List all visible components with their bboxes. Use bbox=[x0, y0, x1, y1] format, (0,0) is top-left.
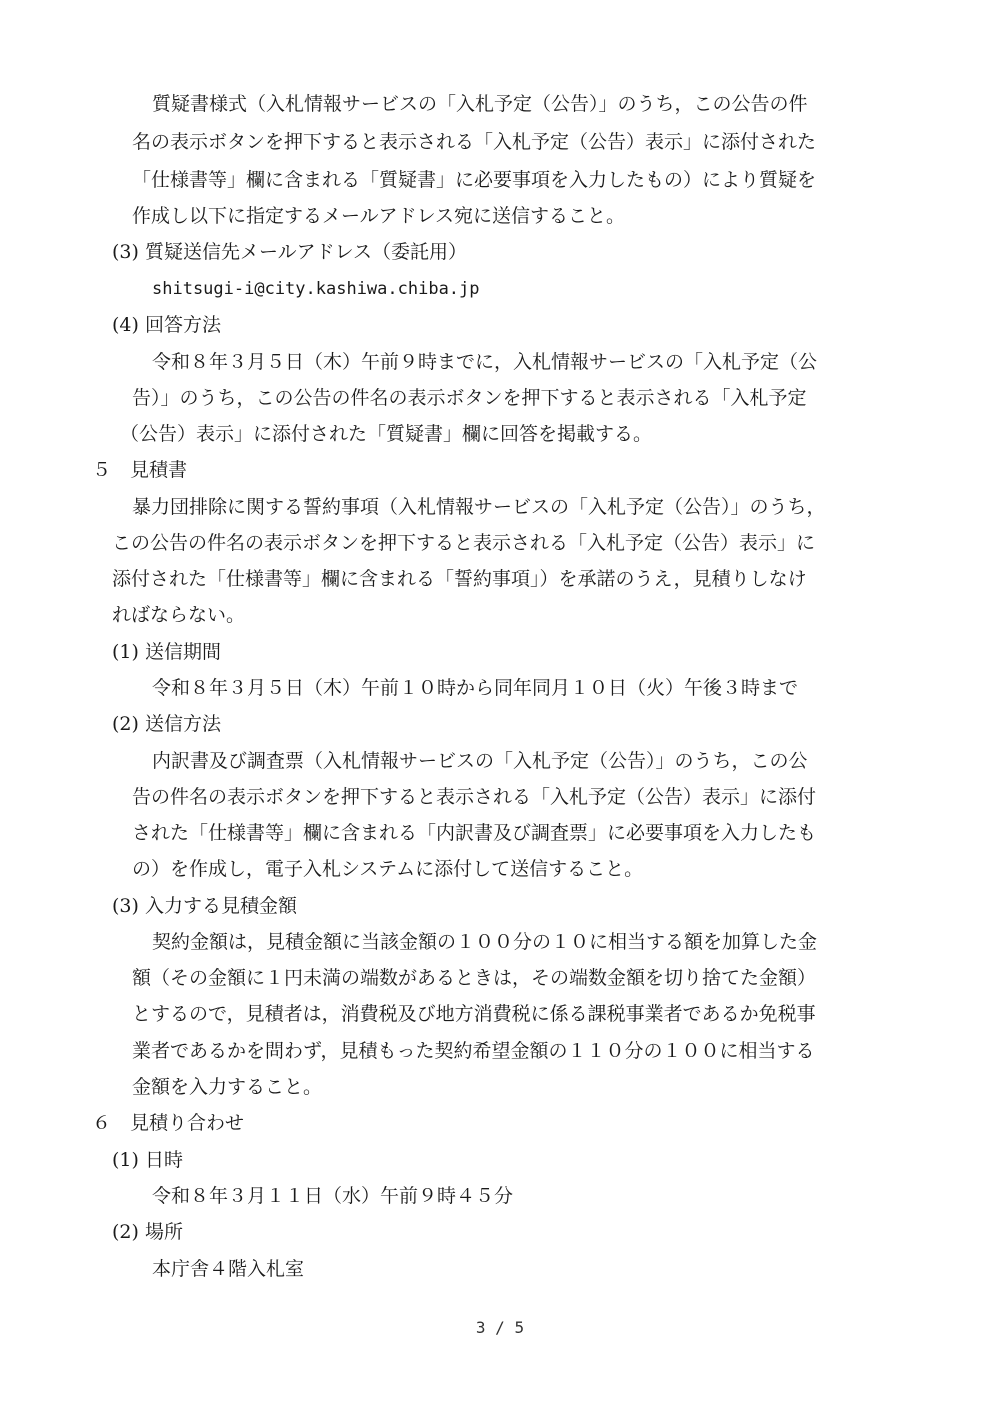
text-line: 暴力団排除に関する誓約事項（入札情報サービスの「入札予定（公告）」のうち， bbox=[132, 496, 826, 518]
text-line: 金額を入力すること。 bbox=[132, 1076, 323, 1098]
text-line: 告）」のうち，この公告の件名の表示ボタンを押下すると表示される「入札予定 bbox=[132, 387, 807, 409]
page-number: 3 / 5 bbox=[475, 1318, 525, 1337]
section-heading: (3) 入力する見積金額 bbox=[112, 895, 297, 917]
text-line: 「仕様書等」欄に含まれる「質疑書」に必要事項を入力したもの）により質疑を bbox=[132, 169, 817, 191]
text-line: 告の件名の表示ボタンを押下すると表示される「入札予定（公告）表示」に添付 bbox=[132, 786, 817, 808]
text-line: の）を作成し，電子入札システムに添付して送信すること。 bbox=[132, 858, 644, 880]
text-line: 契約金額は，見積金額に当該金額の１００分の１０に相当する額を加算した金 bbox=[152, 931, 818, 953]
text-line: 名の表示ボタンを押下すると表示される「入札予定（公告）表示」に添付された bbox=[132, 131, 817, 153]
text-line: 業者であるかを問わず，見積もった契約希望金額の１１０分の１００に相当する bbox=[132, 1040, 815, 1062]
text-line: この公告の件名の表示ボタンを押下すると表示される「入札予定（公告）表示」に bbox=[112, 532, 816, 554]
text-line: 内訳書及び調査票（入札情報サービスの「入札予定（公告）」のうち，この公 bbox=[152, 750, 808, 772]
section-heading: (1) 送信期間 bbox=[112, 641, 221, 663]
text-line: 作成し以下に指定するメールアドレス宛に送信すること。 bbox=[132, 205, 626, 227]
text-line: 額（その金額に１円未満の端数があるときは，その端数金額を切り捨てた金額） bbox=[132, 967, 817, 989]
text-line: 質疑書様式（入札情報サービスの「入札予定（公告）」のうち，この公告の件 bbox=[152, 93, 808, 115]
section-heading: (4) 回答方法 bbox=[112, 314, 221, 336]
text-line: 令和８年３月５日（木）午前１０時から同年同月１０日（火）午後３時まで bbox=[152, 677, 799, 699]
text-line: された「仕様書等」欄に含まれる「内訳書及び調査票」に必要事項を入力したも bbox=[132, 822, 817, 844]
section-heading: (2) 場所 bbox=[112, 1221, 183, 1243]
chapter-heading: ５ 見積書 bbox=[92, 459, 188, 481]
text-line: とするので，見積者は，消費税及び地方消費税に係る課税事業者であるか免税事 bbox=[132, 1003, 816, 1025]
section-heading: (3) 質疑送信先メールアドレス（委託用） bbox=[112, 241, 468, 263]
text-line: ればならない。 bbox=[112, 604, 246, 626]
section-heading: (2) 送信方法 bbox=[112, 713, 221, 735]
text-line: （公告）表示」に添付された「質疑書」欄に回答を掲載する。 bbox=[120, 423, 653, 445]
section-heading: (1) 日時 bbox=[112, 1149, 183, 1171]
chapter-heading: ６ 見積り合わせ bbox=[92, 1112, 245, 1134]
email-address: shitsugi-i@city.kashiwa.chiba.jp bbox=[152, 279, 480, 299]
text-line: 令和８年３月５日（木）午前９時までに，入札情報サービスの「入札予定（公 bbox=[152, 351, 818, 373]
text-line: 添付された「仕様書等」欄に含まれる「誓約事項」）を承諾のうえ，見積りしなけ bbox=[112, 568, 807, 590]
text-line: 本庁舎４階入札室 bbox=[152, 1258, 305, 1280]
text-line: 令和８年３月１１日（水）午前９時４５分 bbox=[152, 1185, 514, 1207]
